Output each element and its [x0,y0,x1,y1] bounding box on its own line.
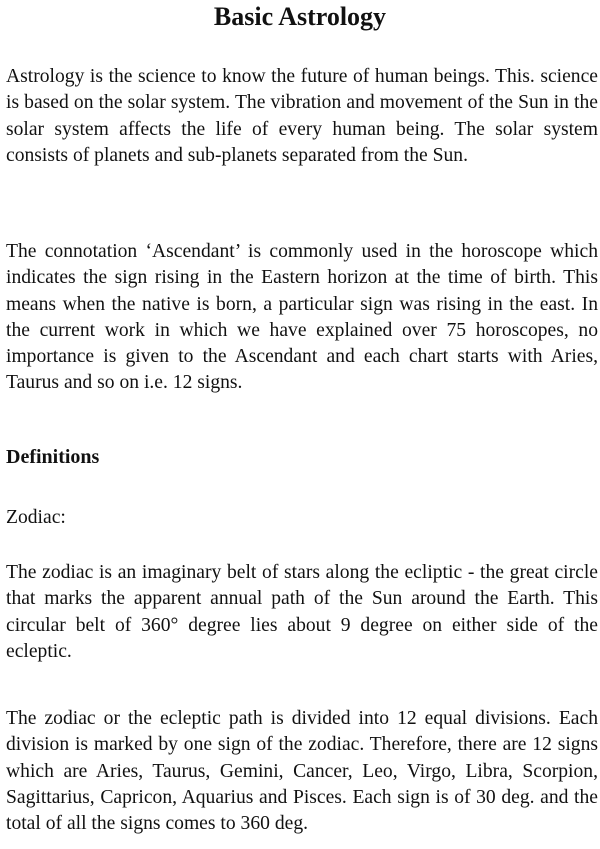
section-heading-definitions: Definitions [6,446,100,468]
paragraph-zodiac-definition: The zodiac is an imaginary belt of stars along the ecliptic - the great circle that marks the apparent annual path of the Sun around the Earth. This circular belt of 360° degree lies about 9 degree on either side of the ecleptic. [6,562,598,662]
term-label-zodiac: Zodiac: [6,507,66,528]
paragraph-intro: Astrology is the science to know the future of human beings. This. science is based on the solar system. The vibration and movement of the Sun in the solar system affects the life of every human being. The solar system consists of planets and sub-planets separated from the Sun. [6,66,598,166]
page-title: Basic Astrology [213,2,387,31]
paragraph-ascendant: The connotation ‘Ascendant’ is commonly used in the horoscope which indicates the sign rising in the Eastern horizon at the time of birth. This means when the native is born, a particular sign was rising in the east. In the current work in which we have explained over 75 horoscopes, no importance is given to the Ascendant and each chart starts with Aries, Taurus and so on i.e. 12 signs. [6,241,598,394]
paragraph-zodiac-divisions: The zodiac or the ecleptic path is divided into 12 equal divisions. Each division is marked by one sign of the zodiac. Therefore, there are 12 signs which are Aries, Taurus, Gemini, Cancer, Leo, Virgo, Libra, Scorpion, Sagittarius, Capricon, Aquarius and Pisces. Each sign is of 30 deg. and the total of all the signs comes to 360 deg. [6,708,598,835]
